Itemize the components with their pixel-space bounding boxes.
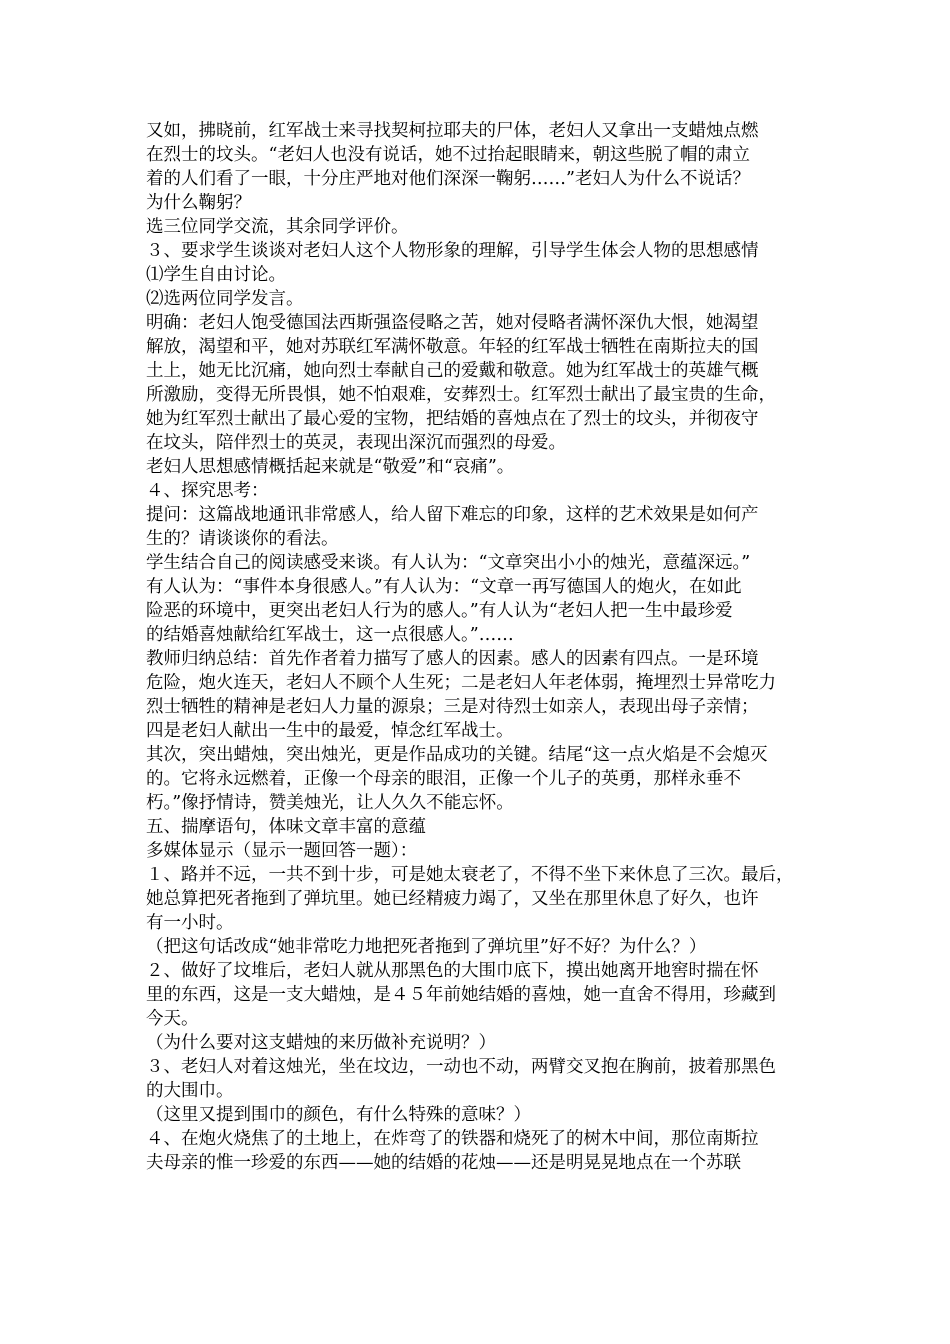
text-line: 所激励，变得无所畏惧，她不怕艰难，安葬烈士。红军烈士献出了最宝贵的生命，	[146, 385, 776, 405]
text-line: 土上，她无比沉痛，她向烈士奉献自己的爱戴和敬意。她为红军战士的英雄气概	[146, 361, 759, 381]
text-line: 在烈士的坟头。“老妇人也没有说话，她不过抬起眼睛来，朝这些脱了帽的肃立	[146, 145, 750, 165]
text-line: ４、在炮火烧焦了的土地上，在炸弯了的铁器和烧死了的树木中间，那位南斯拉	[146, 1129, 759, 1149]
text-line: 老妇人思想感情概括起来就是“敬爱”和“哀痛”。	[146, 457, 515, 477]
text-line: ⑴学生自由讨论。	[146, 265, 286, 285]
text-line: 选三位同学交流，其余同学评价。	[146, 217, 409, 237]
text-line: 教师归纳总结：首先作者着力描写了感人的因素。感人的因素有四点。一是环境	[146, 649, 759, 669]
text-line: 险恶的环境中，更突出老妇人行为的感人。”有人认为“老妇人把一生中最珍爱	[146, 601, 733, 621]
text-line: 多媒体显示（显示一题回答一题）：	[146, 841, 418, 861]
text-line: 为什么鞠躬？	[146, 193, 251, 213]
text-line: １、路并不远，一共不到十步，可是她太衰老了，不得不坐下来休息了三次。最后，	[146, 865, 794, 885]
text-line: 着的人们看了一眼，十分庄严地对他们深深一鞠躬……”老妇人为什么不说话？	[146, 169, 750, 189]
text-line: 生的？请谈谈你的看法。	[146, 529, 339, 549]
text-line: 提问：这篇战地通讯非常感人，给人留下难忘的印象，这样的艺术效果是如何产	[146, 505, 759, 525]
text-line: 她总算把死者拖到了弹坑里。她已经精疲力竭了，又坐在那里休息了好久，也许	[146, 889, 759, 909]
text-line: ２、做好了坟堆后，老妇人就从那黑色的大围巾底下，摸出她离开地窖时揣在怀	[146, 961, 759, 981]
text-line: 危险，炮火连天，老妇人不顾个人生死；二是老妇人年老体弱，掩埋烈士异常吃力	[146, 673, 776, 693]
text-line: 里的东西，这是一支大蜡烛，是４５年前她结婚的喜烛，她一直舍不得用，珍藏到	[146, 985, 776, 1005]
text-line: 学生结合自己的阅读感受来谈。有人认为：“文章突出小小的烛光，意蕴深远。”	[146, 553, 751, 573]
text-line: （把这句话改成“她非常吃力地把死者拖到了弹坑里”好不好？为什么？）	[146, 937, 707, 957]
text-line: 的大围巾。	[146, 1081, 234, 1101]
text-line: 五、揣摩语句，体味文章丰富的意蕴	[146, 817, 426, 837]
text-line: 的。它将永远燃着，正像一个母亲的眼泪，正像一个儿子的英勇，那样永垂不	[146, 769, 741, 789]
text-line: ３、老妇人对着这烛光，坐在坟边，一动也不动，两臂交叉抱在胸前，披着那黑色	[146, 1057, 776, 1077]
text-line: ４、探究思考：	[146, 481, 269, 501]
text-line: 在坟头，陪伴烈士的英灵，表现出深沉而强烈的母爱。	[146, 433, 566, 453]
text-line: 其次，突出蜡烛，突出烛光，更是作品成功的关键。结尾“这一点火焰是不会熄灭	[146, 745, 768, 765]
text-line: 有人认为：“事件本身很感人。”有人认为：“文章一再写德国人的炮火，在如此	[146, 577, 742, 597]
text-line: 的结婚喜烛献给红军战士，这一点很感人。”……	[146, 625, 514, 645]
text-line: 又如，拂晓前，红军战士来寻找契柯拉耶夫的尸体，老妇人又拿出一支蜡烛点燃	[146, 121, 759, 141]
text-line: （为什么要对这支蜡烛的来历做补充说明？）	[146, 1033, 496, 1053]
text-line: 今天。	[146, 1009, 199, 1029]
text-line: 有一小时。	[146, 913, 234, 933]
text-line: 解放，渴望和平，她对苏联红军满怀敬意。年轻的红军战士牺牲在南斯拉夫的国	[146, 337, 759, 357]
text-line: 夫母亲的惟一珍爱的东西——她的结婚的花烛——还是明晃晃地点在一个苏联	[146, 1153, 741, 1173]
text-line: 明确：老妇人饱受德国法西斯强盗侵略之苦，她对侵略者满怀深仇大恨，她渴望	[146, 313, 759, 333]
text-line: 烈士牺牲的精神是老妇人力量的源泉；三是对待烈士如亲人，表现出母子亲情；	[146, 697, 759, 717]
text-line: 朽。”像抒情诗，赞美烛光，让人久久不能忘怀。	[146, 793, 514, 813]
text-line: 四是老妇人献出一生中的最爱，悼念红军战士。	[146, 721, 514, 741]
text-line: ３、要求学生谈谈对老妇人这个人物形象的理解，引导学生体会人物的思想感情	[146, 241, 759, 261]
document-body	[146, 119, 814, 1175]
text-line: 她为红军烈士献出了最心爱的宝物，把结婚的喜烛点在了烈士的坟头，并彻夜守	[146, 409, 759, 429]
text-line: （这里又提到围巾的颜色，有什么特殊的意味？）	[146, 1105, 531, 1125]
text-line: ⑵选两位同学发言。	[146, 289, 304, 309]
